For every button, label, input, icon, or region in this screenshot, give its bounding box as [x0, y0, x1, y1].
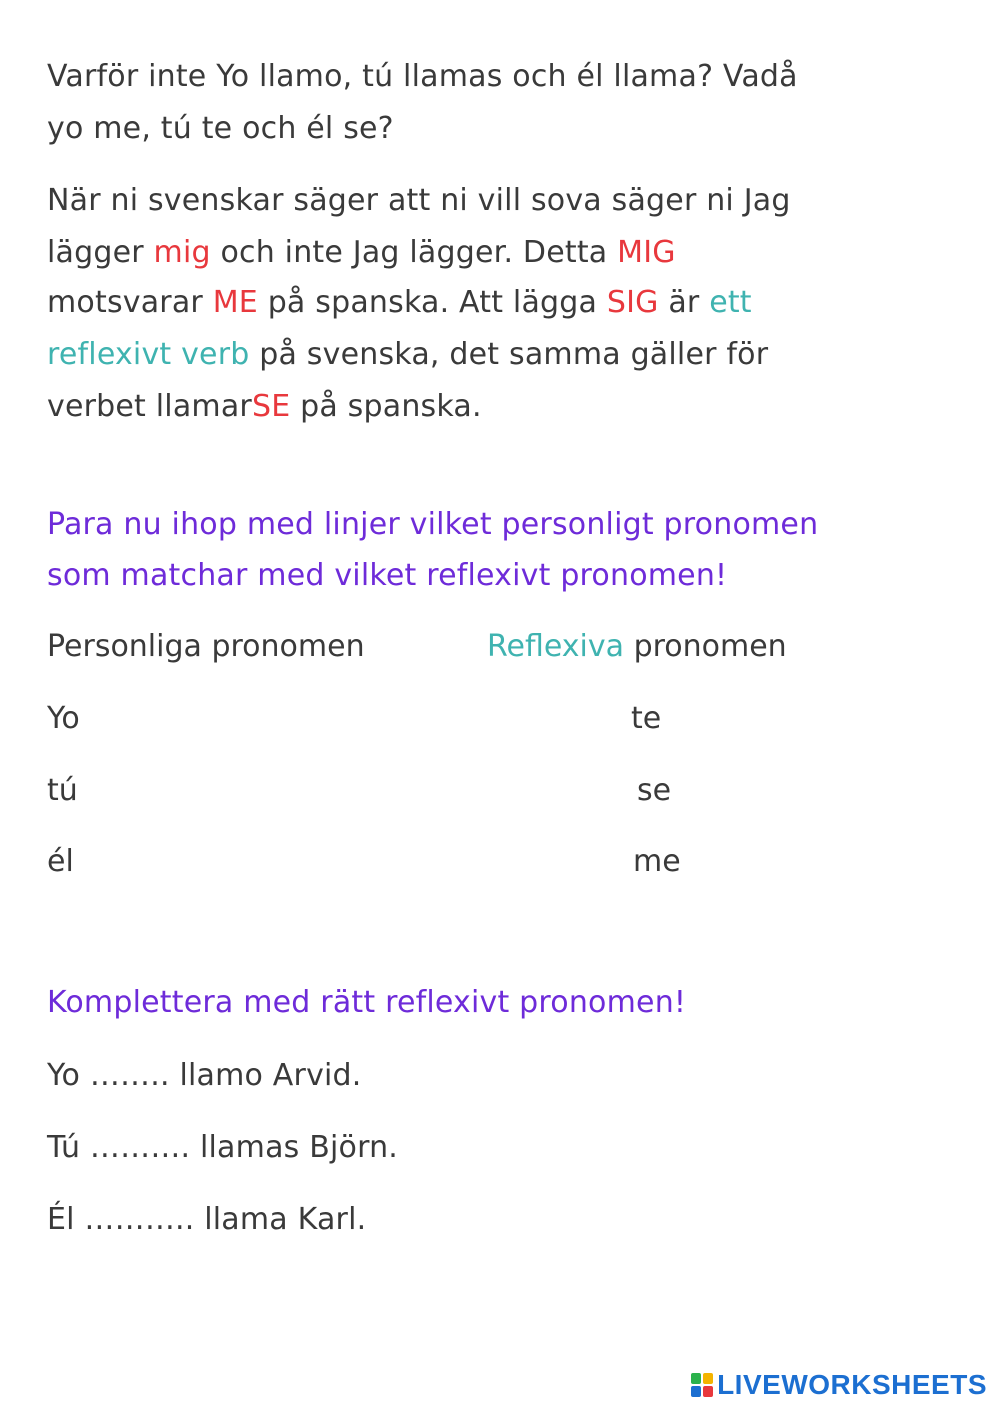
- match-right-me[interactable]: me: [633, 844, 681, 879]
- match-right-te[interactable]: te: [631, 701, 662, 736]
- liveworksheets-logo-icon: [691, 1373, 713, 1397]
- match-left-el[interactable]: él: [47, 844, 74, 879]
- explanation-line-3: [47, 285, 752, 320]
- match-left-yo[interactable]: Yo: [47, 701, 80, 736]
- highlight-SIG: SIG: [606, 285, 659, 320]
- header-pronomen: pronomen: [633, 629, 787, 664]
- explanation-line-2: [47, 235, 676, 270]
- header-personal-pronouns: Personliga pronomen: [47, 629, 365, 664]
- explanation-text: lägger: [47, 235, 154, 270]
- liveworksheets-logo: [691, 1369, 987, 1401]
- highlight-ME: ME: [212, 285, 258, 320]
- liveworksheets-brand: LIVEWORKSHEETS: [717, 1369, 987, 1400]
- highlight-SE: SE: [251, 389, 291, 424]
- header-reflexive-pronouns: [487, 629, 787, 664]
- explanation-text: motsvarar: [47, 285, 213, 320]
- header-reflexiva: Reflexiva: [487, 629, 625, 664]
- match-left-tu[interactable]: tú: [47, 773, 78, 808]
- task1-title-line-2: som matchar med vilket reflexivt pronomen!: [47, 558, 728, 593]
- task2-title: Komplettera med rätt reflexivt pronomen!: [47, 985, 687, 1020]
- task2-sentence-2[interactable]: Tú ………. llamas Björn.: [47, 1130, 399, 1165]
- highlight-reflexivt-verb: reflexivt verb: [47, 337, 250, 372]
- task1-title-line-1: Para nu ihop med linjer vilket personligt pronomen: [47, 507, 819, 542]
- explanation-text: på svenska, det samma gäller för: [249, 337, 769, 372]
- highlight-ett: ett: [709, 285, 752, 320]
- intro-line-1: Varför inte Yo llamo, tú llamas och él llama? Vadå: [47, 59, 798, 94]
- highlight-mig: mig: [153, 235, 211, 270]
- explanation-line-5: [47, 389, 482, 424]
- explanation-text: är: [658, 285, 710, 320]
- match-right-se[interactable]: se: [637, 773, 672, 808]
- explanation-line-4: [47, 337, 769, 372]
- explanation-text: verbet llamar: [47, 389, 252, 424]
- highlight-MIG: MIG: [617, 235, 676, 270]
- explanation-text: och inte Jag lägger. Detta: [210, 235, 618, 270]
- intro-line-2: yo me, tú te och él se?: [47, 111, 394, 146]
- task2-sentence-1[interactable]: Yo …….. llamo Arvid.: [47, 1058, 362, 1093]
- explanation-text: på spanska.: [290, 389, 482, 424]
- explanation-text: på spanska. Att lägga: [257, 285, 607, 320]
- explanation-line-1: När ni svenskar säger att ni vill sova säger ni Jag: [47, 183, 791, 218]
- task2-sentence-3[interactable]: Él ……….. llama Karl.: [47, 1202, 367, 1237]
